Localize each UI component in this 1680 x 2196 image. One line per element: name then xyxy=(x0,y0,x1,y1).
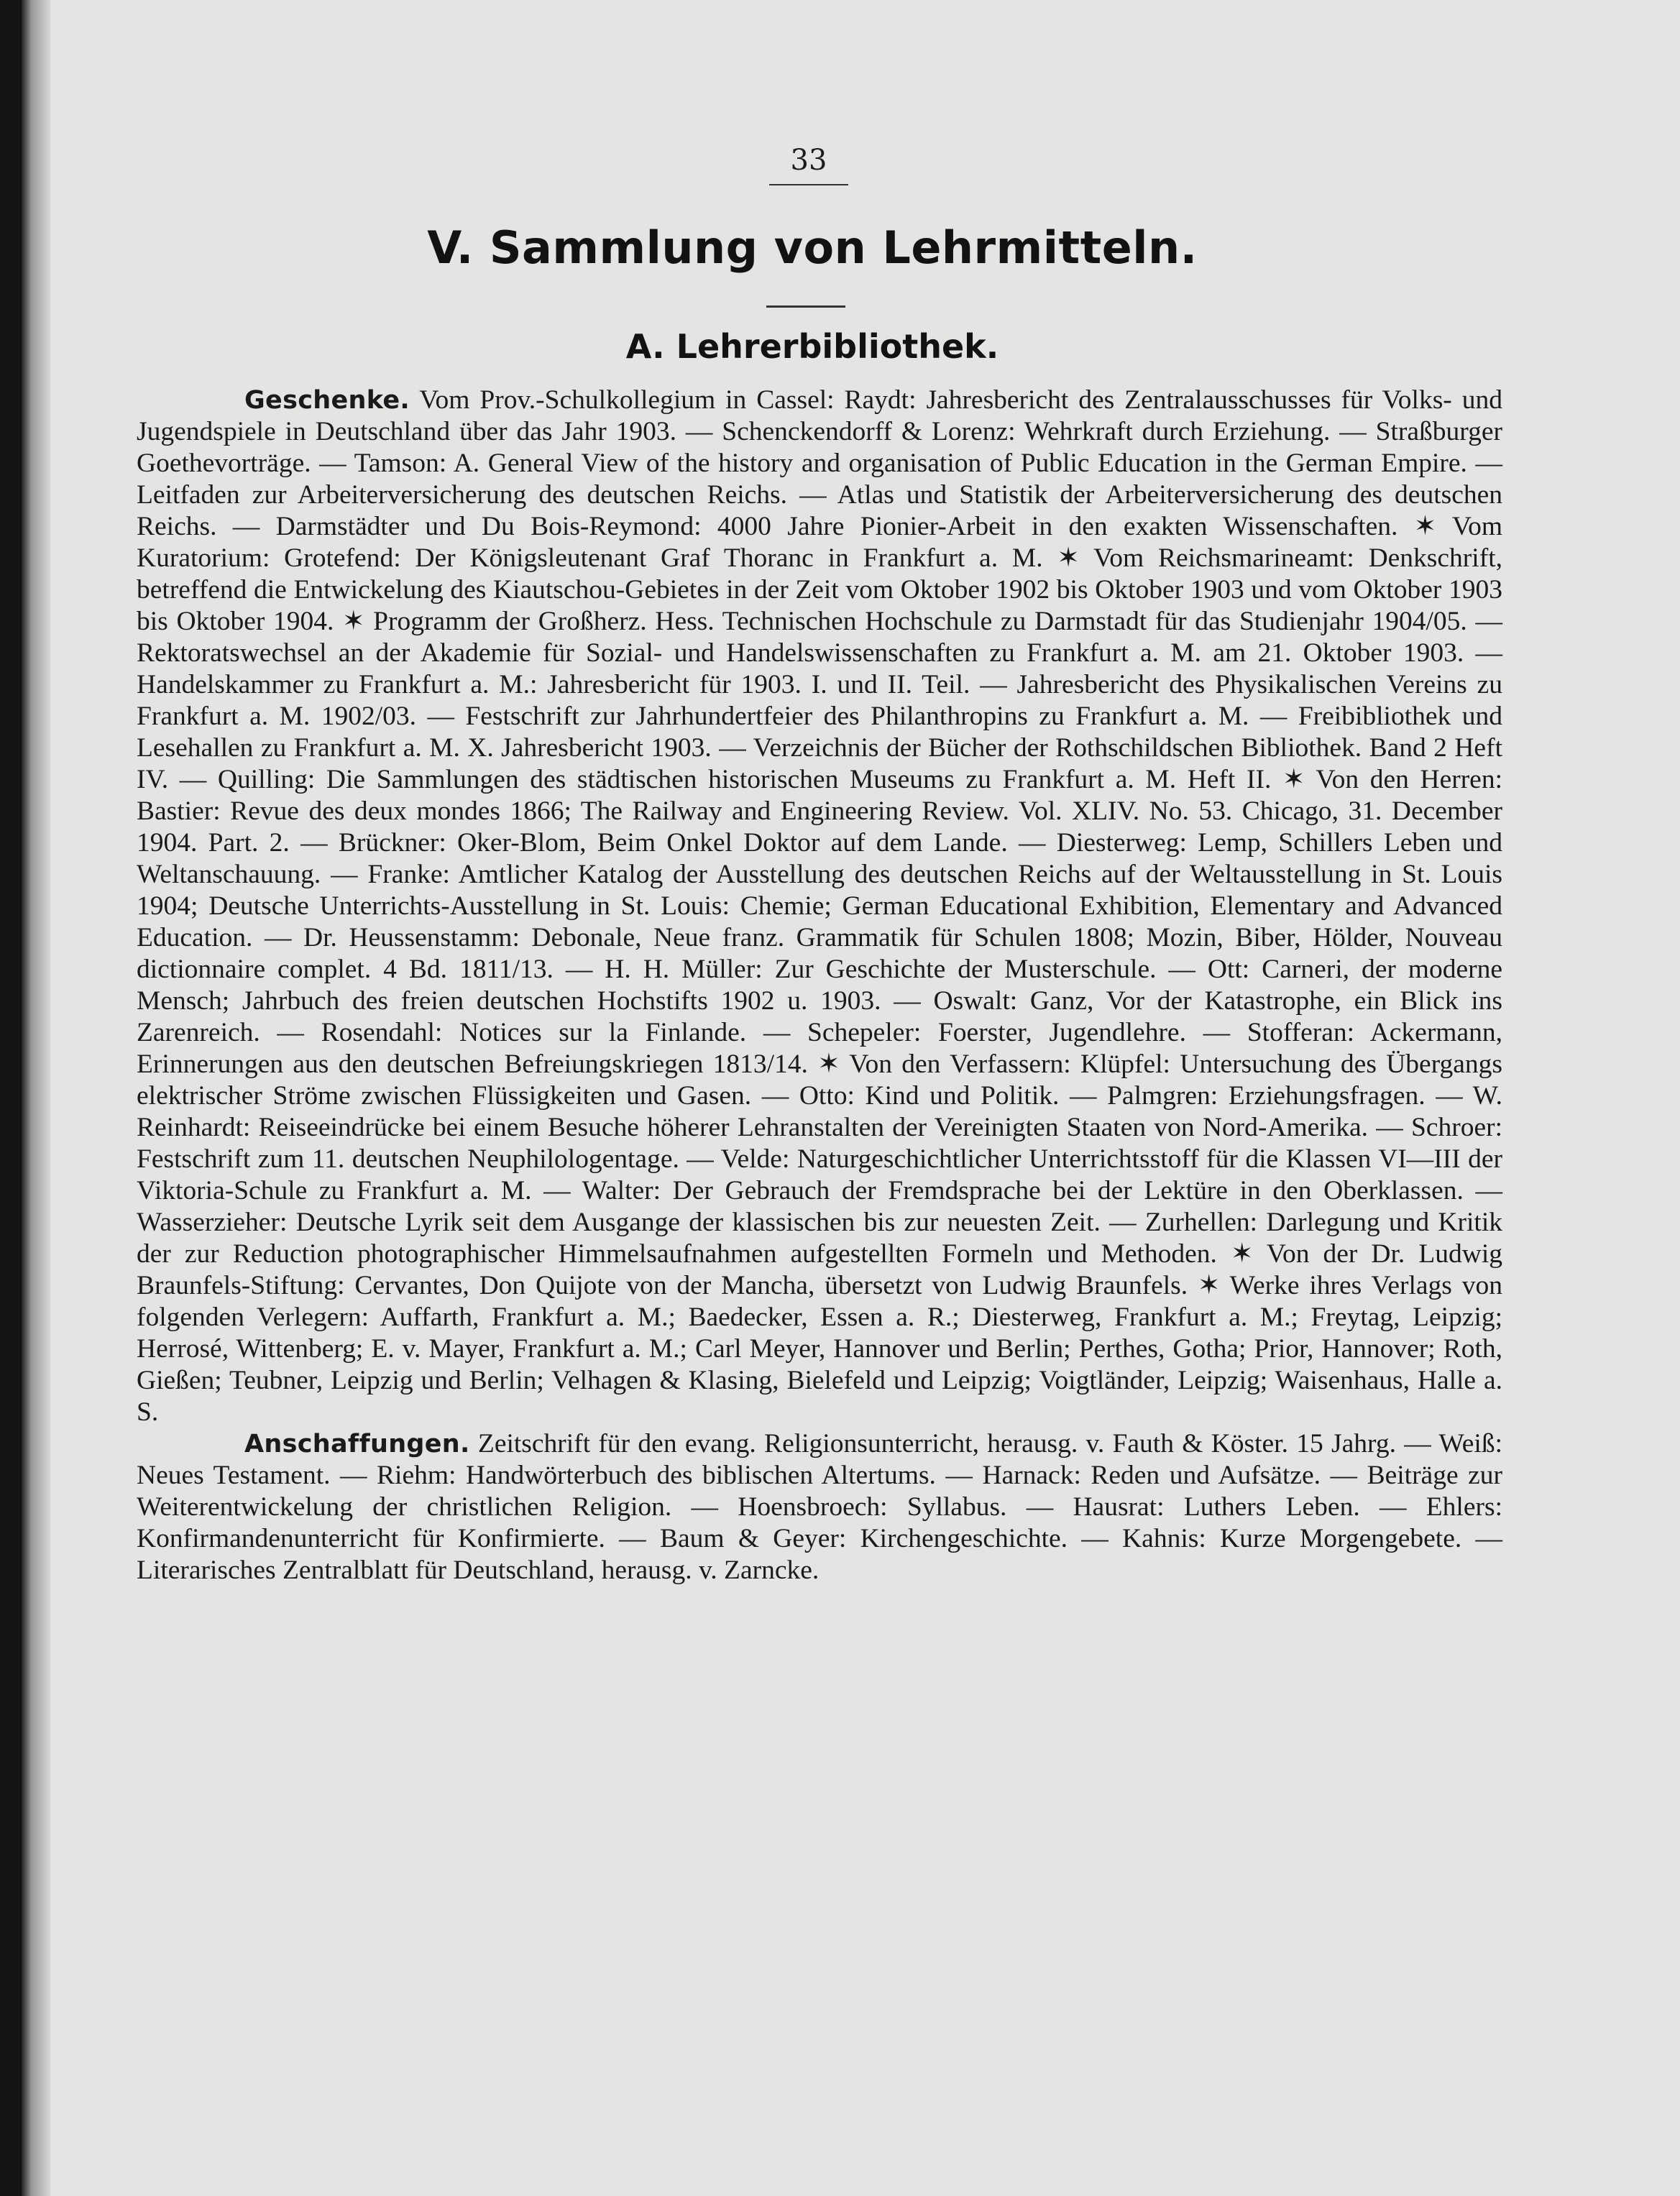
paragraph-geschenke xyxy=(137,385,1502,1428)
paragraph-anschaffungen xyxy=(137,1428,1502,1586)
page-binding-edge xyxy=(22,0,50,2196)
paragraph-text-geschenke: Vom Prov.-Schulkollegium in Cassel: Raydt: Jahresbericht des Zentralausschusses für Volks- und Jugendspiele in Deutschland über das Jahr 1903. — Schenckendorff & Lorenz: Wehrkraft durch Erziehung. — Straßburger Goethevorträge. — Tamson: A. General View of the history and organisation of Public Education in the German Empire. — Leitfaden zur Arbeiterversicherung des deutschen Reichs. — Atlas und Statistik der Arbeiterversicherung des deutschen Reichs. — Darmstädter und Du Bois-Reymond: 4000 Jahre Pionier-Arbeit in den exakten Wissenschaften. ✶ Vom Kuratorium: Grotefend: Der Königsleutenant Graf Thoranc in Frankfurt a. M. ✶ Vom Reichsmarineamt: Denkschrift, betreffend die Entwickelung des Kiautschou-Gebietes in der Zeit vom Oktober 1902 bis Oktober 1903 und vom Oktober 1903 bis Oktober 1904. ✶ Programm der Großherz. Hess. Technischen Hochschule zu Darmstadt für das Studienjahr 1904/05. — Rektoratswechsel an der Akademie für Sozial- und Handelswissenschaften zu Frankfurt a. M. am 21. Oktober 1903. — Handelskammer zu Frankfurt a. M.: Jahresbericht für 1903. I. und II. Teil. — Jahresbericht des Physikalischen Vereins zu Frankfurt a. M. 1902/03. — Festschrift zur Jahrhundertfeier des Philanthropins zu Frankfurt a. M. — Freibibliothek und Lesehallen zu Frankfurt a. M. X. Jahresbericht 1903. — Verzeichnis der Bücher der Rothschildschen Bibliothek. Band 2 Heft IV. — Quilling: Die Sammlungen des städtischen historischen Museums zu Frankfurt a. M. Heft II. ✶ Von den Herren: Bastier: Revue des deux mondes 1866; The Railway and Engineering Review. Vol. XLIV. No. 53. Chicago, 31. December 1904. Part. 2. — Brückner: Oker-Blom, Beim Onkel Doktor auf dem Lande. — Diesterweg: Lemp, Schillers Leben und Weltanschauung. — Franke: Amtlicher Katalog der Ausstellung des deutschen Reichs auf der Weltausstellung in St. Louis 1904; Deutsche Unterrichts-Ausstellung in St. Louis: Chemie; German Educational Exhibition, Elementary and Advanced Education. — Dr. Heussenstamm: Debonale, Neue franz. Grammatik für Schulen 1808; Mozin, Biber, Hölder, Nouveau dictionnaire complet. 4 Bd. 1811/13. — H. H. Müller: Zur Geschichte der Musterschule. — Ott: Carneri, der moderne Mensch; Jahrbuch des freien deutschen Hochstifts 1902 u. 1903. — Oswalt: Ganz, Vor der Katastrophe, ein Blick ins Zarenreich. — Rosendahl: Notices sur la Finlande. — Schepeler: Foerster, Jugendlehre. — Stofferan: Ackermann, Erinnerungen aus den deutschen Befreiungskriegen 1813/14. ✶ Von den Verfassern: Klüpfel: Untersuchung des Übergangs elektrischer Ströme zwischen Flüssigkeiten und Gasen. — Otto: Kind und Politik. — Palmgren: Erziehungsfragen. — W. Reinhardt: Reiseeindrücke bei einem Besuche höherer Lehranstalten der Vereinigten Staaten von Nord-Amerika. — Schroer: Festschrift zum 11. deutschen Neuphilologentage. — Velde: Naturgeschichtlicher Unterrichtsstoff für die Klassen VI—III der Viktoria-Schule zu Frankfurt a. M. — Walter: Der Gebrauch der Fremdsprache bei der Lektüre in den Oberklassen. — Wasserzieher: Deutsche Lyrik seit dem Ausgange der klassischen bis zur neuesten Zeit. — Zurhellen: Darlegung und Kritik der zur Reduction photographischer Himmelsaufnahmen aufgestellten Formeln und Methoden. ✶ Von der Dr. Ludwig Braunfels-Stiftung: Cervantes, Don Quijote von der Mancha, übersetzt von Ludwig Braunfels. ✶ Werke ihres Verlags von folgenden Verlegern: Auffarth, Frankfurt a. M.; Baedecker, Essen a. R.; Diesterweg, Frankfurt a. M.; Freytag, Leipzig; Herrosé, Wittenberg; E. v. Mayer, Frankfurt a. M.; Carl Meyer, Hannover und Berlin; Perthes, Gotha; Prior, Hannover; Roth, Gießen; Teubner, Leipzig und Berlin; Velhagen & Klasing, Bielefeld und Leipzig; Voigtländer, Leipzig; Waisenhaus, Halle a. S. xyxy=(137,385,1502,1427)
section-title: A. Lehrerbibliothek. xyxy=(625,327,999,366)
chapter-title: V. Sammlung von Lehrmitteln. xyxy=(427,221,1198,274)
paragraph-heading-geschenke: Geschenke. xyxy=(244,386,410,415)
paragraph-heading-anschaffungen: Anschaffungen. xyxy=(244,1430,470,1458)
scanned-page xyxy=(22,0,1680,2196)
body-text xyxy=(137,385,1502,1586)
page-number: 33 xyxy=(769,144,848,185)
paragraph-text-anschaffungen: Zeitschrift für den evang. Religionsunterricht, herausg. v. Fauth & Köster. 15 Jahrg. — Weiß: Neues Testament. — Riehm: Handwörterbuch des biblischen Altertums. — Harnack: Reden und Aufsätze. — Beiträge zur Weiterentwickelung der christlichen Religion. — Hoensbroech: Syllabus. — Hausrat: Luthers Leben. — Ehlers: Konfirmandenunterricht für Konfirmierte. — Baum & Geyer: Kirchengeschichte. — Kahnis: Kurze Morgengebete. — Literarisches Zentralblatt für Deutschland, herausg. v. Zarncke. xyxy=(137,1429,1503,1585)
title-divider xyxy=(766,305,845,308)
